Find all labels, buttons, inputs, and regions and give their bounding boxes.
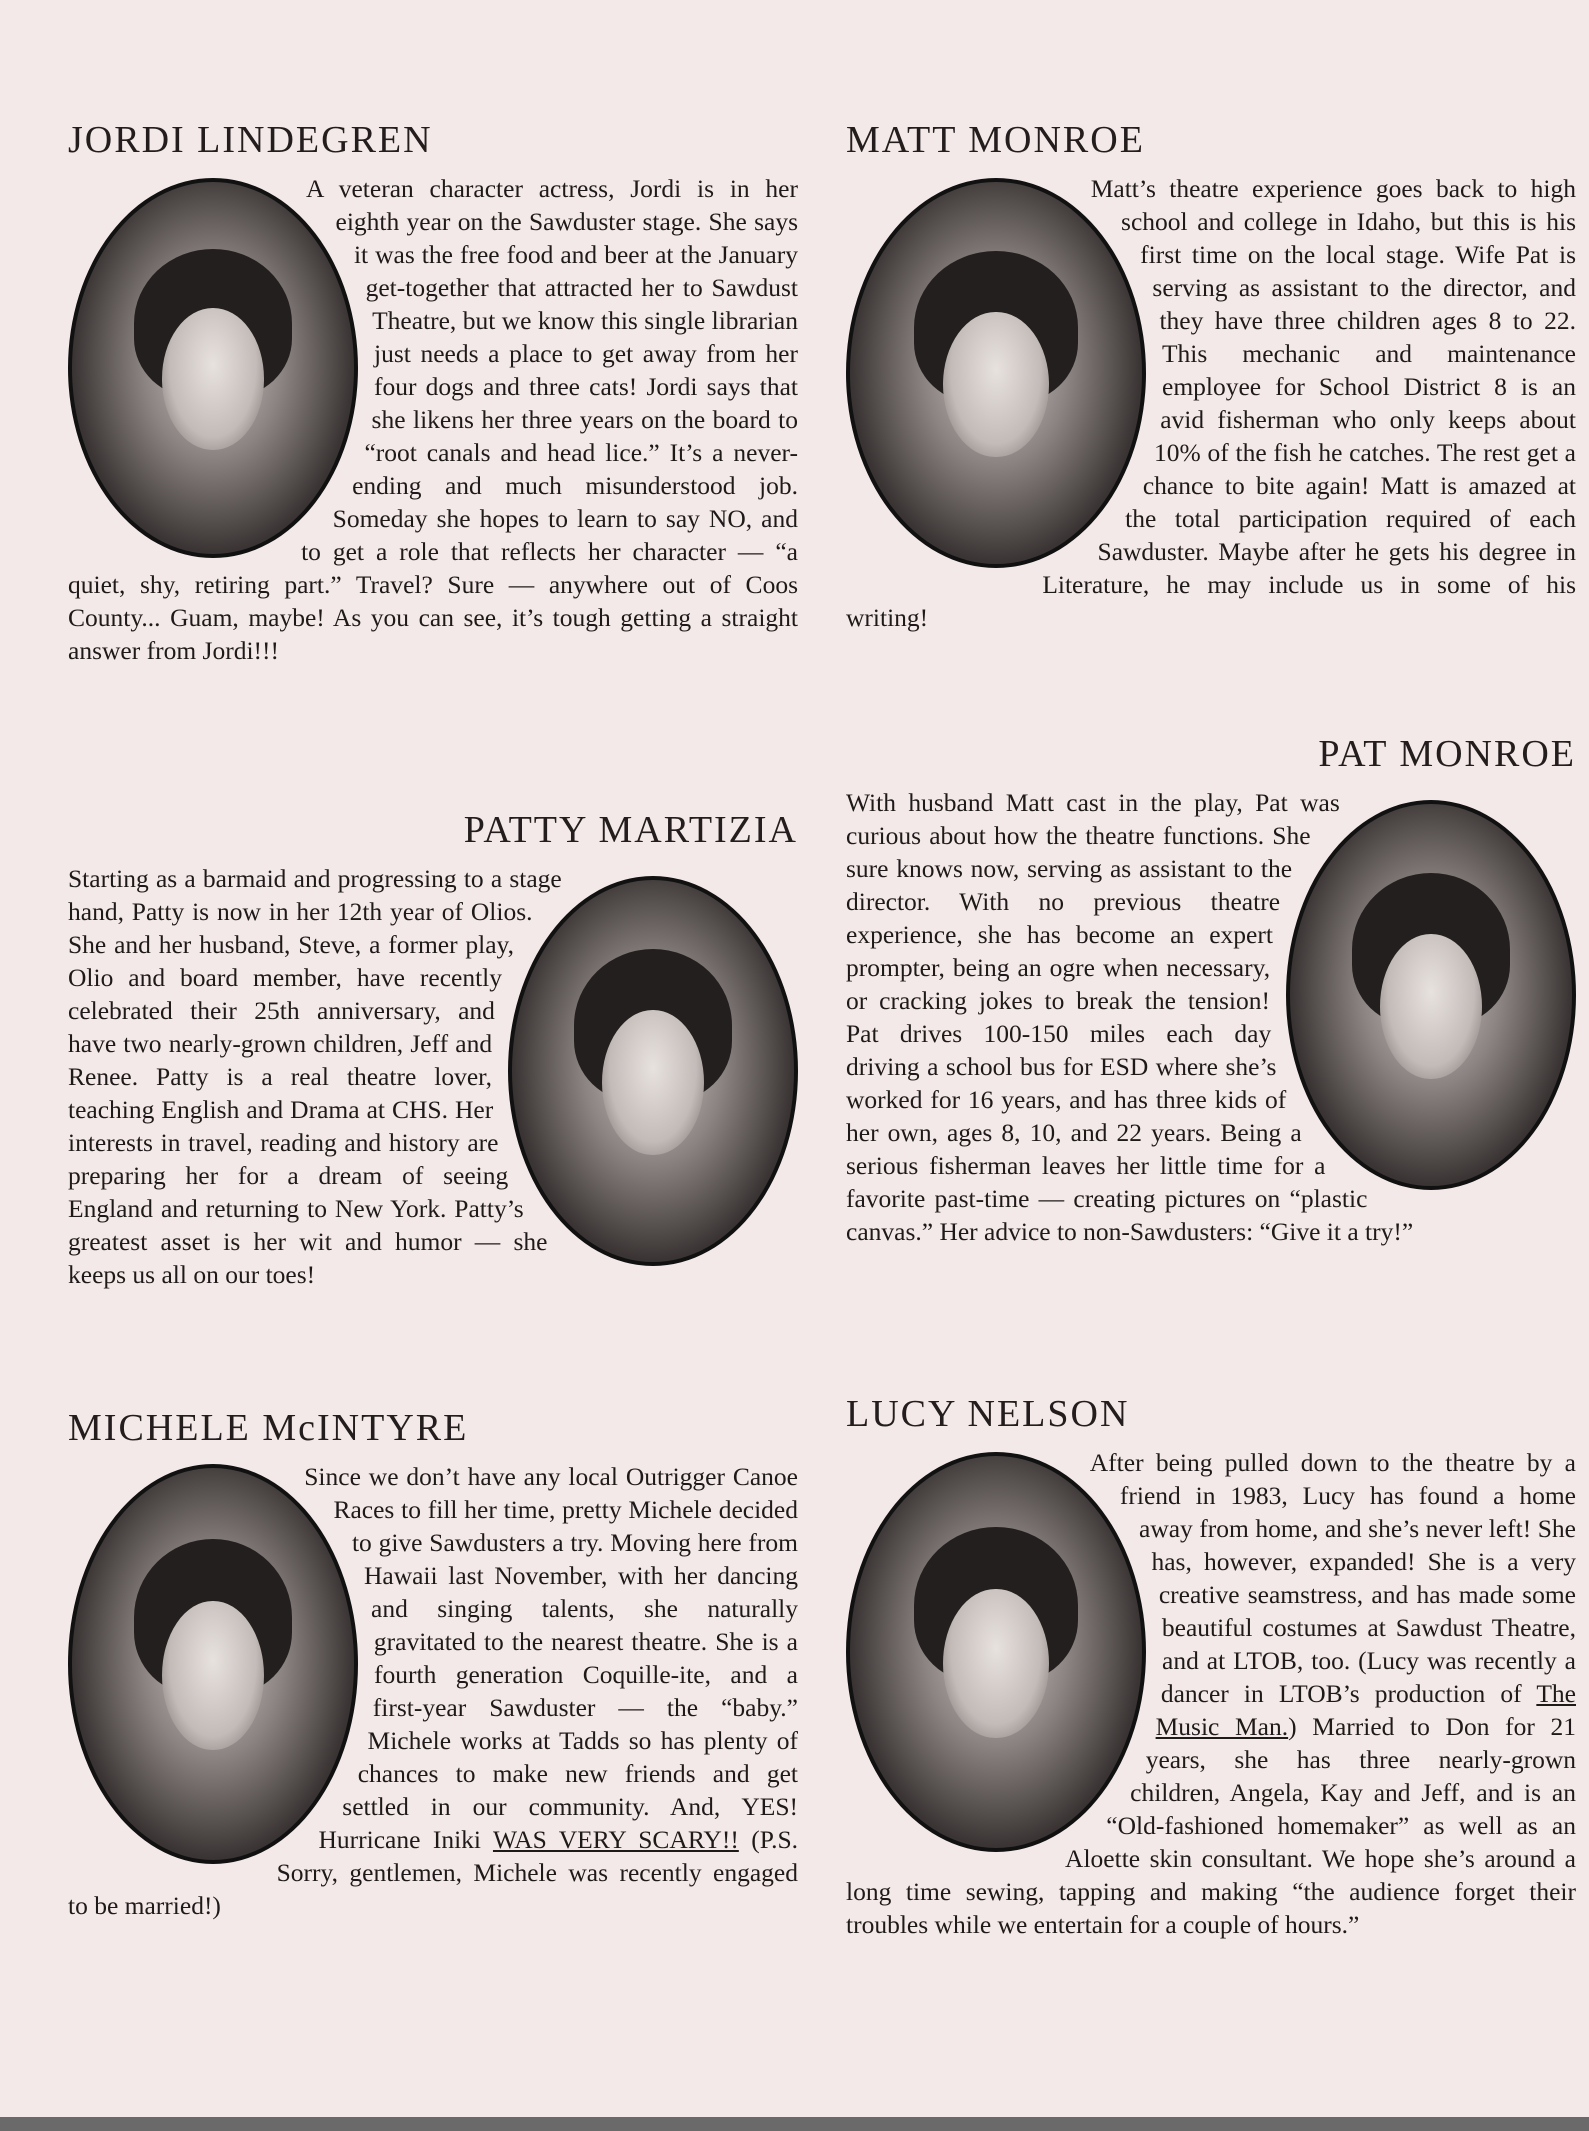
profile-bio bbox=[846, 172, 1576, 634]
profile-name: MICHELE McINTYRE bbox=[68, 1407, 469, 1449]
profile-pat bbox=[846, 732, 1576, 1248]
bio-text-end: (P.S. Sorry, gentlemen, Michele was recently engaged to be married!) bbox=[68, 1825, 799, 1920]
profile-name: JORDI LINDEGREN bbox=[68, 119, 433, 161]
portrait-face-shape bbox=[602, 1010, 704, 1155]
scan-edge-bar bbox=[0, 2117, 1589, 2131]
bio-underlined-text: WAS VERY SCARY!! bbox=[492, 1825, 739, 1854]
bio-text: A veteran character actress, Jordi is in her eighth year on the Sawduster stage. She says it was the free food and beer at the January get-together that attracted her to Sawdust Theatre, but we know this single librarian just needs a place to get away from her four dogs and three cats! Jordi says that she likens her three years on the board to “root canals and head lice.” It’s a never-ending and much misunderstood job. Someday she hopes to learn to say NO, and to get a role that reflects her character — “a quiet, shy, retiring part.” Travel? Sure — anywhere out of Coos County... Guam, maybe! As you can see, it’s tough getting a straight answer from Jordi!!! bbox=[68, 174, 798, 665]
portrait-face-shape bbox=[943, 1589, 1048, 1738]
portrait-face-shape bbox=[943, 312, 1048, 457]
profile-name: MATT MONROE bbox=[846, 119, 1145, 161]
profile-name: PATTY MARTIZIA bbox=[463, 809, 798, 851]
portrait-photo bbox=[68, 178, 358, 558]
portrait-photo bbox=[846, 1452, 1146, 1852]
profile-bio bbox=[68, 1460, 798, 1922]
profile-bio bbox=[846, 1446, 1576, 1941]
bio-text-end: ) Married to Don for 21 years, she has three nearly-grown children, Angela, Kay and Jeff, and is an “Old-fashioned homemaker” as well as an Aloette skin consultant. We hope she’s around a long time sewing, tapping and making “the audience forget their troubles while we entertain for a couple of hours.” bbox=[846, 1712, 1576, 1939]
bio-text: With husband Matt cast in the play, Pat was curious about how the theatre functions. She sure knows now, serving as assistant to the director. With no previous theatre experience, she has become an expert prompter, being an ogre when necessary, or cracking jokes to break the tension! Pat drives 100-150 miles each day driving a school bus for ESD where she’s worked for 16 years, and has three kids of her own, ages 8, 10, and 22 years. Being a serious fisherman leaves her little time for a favorite past-time — creating pictures on “plastic canvas.” Her advice to non-Sawdusters: “Give it a try!” bbox=[846, 788, 1414, 1246]
bio-text: Starting as a barmaid and progressing to a stage hand, Patty is now in her 12th year of Olios. She and her husband, Steve, a former play, Olio and board member, have recently celebrated their 25th anniversary, and have two nearly-grown children, Jeff and Renee. Patty is a real theatre lover, teaching English and Drama at CHS. Her interests in travel, reading and history are preparing her for a dream of seeing England and returning to New York. Patty’s greatest asset is her wit and humor — she keeps us all on our toes! bbox=[68, 864, 562, 1289]
portrait-face-shape bbox=[1380, 934, 1482, 1079]
profile-name: LUCY NELSON bbox=[846, 1393, 1130, 1435]
portrait-face-shape bbox=[162, 1601, 264, 1750]
profile-lucy bbox=[846, 1392, 1576, 1941]
bio-text: After being pulled down to the theatre by a friend in 1983, Lucy has found a home away from home, and she’s never left! She has, however, expanded! She is a very creative seamstress, and has made some beautiful costumes at Sawdust Theatre, and at LTOB, too. (Lucy was recently a dancer in LTOB’s production of bbox=[1089, 1448, 1576, 1708]
profile-name: PAT MONROE bbox=[1318, 733, 1576, 775]
portrait-photo bbox=[508, 876, 798, 1266]
profile-jordi bbox=[68, 118, 798, 667]
bio-text: Since we don’t have any local Outrigger Canoe Races to fill her time, pretty Michele decided to give Sawdusters a try. Moving here from Hawaii last November, with her dancing and singing talents, she naturally gravitated to the nearest theatre. She is a fourth generation Coquille-ite, and a first-year Sawduster — the “baby.” Michele works at Tadds so has plenty of chances to make new friends and get settled in our community. And, YES! Hurricane Iniki bbox=[304, 1462, 798, 1854]
profile-michele bbox=[68, 1406, 798, 1922]
profile-bio bbox=[68, 862, 798, 1291]
portrait-face-shape bbox=[162, 308, 264, 449]
profile-bio bbox=[846, 786, 1576, 1248]
profile-matt bbox=[846, 118, 1576, 634]
portrait-photo bbox=[846, 178, 1146, 568]
bio-text: Matt’s theatre experience goes back to high school and college in Idaho, but this is his first time on the local stage. Wife Pat is serving as assistant to the director, and they have three children ages 8 to 22. This mechanic and maintenance employee for School District 8 is an avid fisherman who only keeps about 10% of the fish he catches. The rest get a chance to bite again! Matt is amazed at the total participation required of each Sawduster. Maybe after he gets his degree in Literature, he may include us in some of his writing! bbox=[846, 174, 1576, 632]
profile-patty bbox=[68, 808, 798, 1291]
bio-underlined-text: The Music Man. bbox=[1155, 1679, 1576, 1741]
portrait-photo bbox=[68, 1464, 358, 1864]
portrait-photo bbox=[1286, 800, 1576, 1190]
profile-bio bbox=[68, 172, 798, 667]
